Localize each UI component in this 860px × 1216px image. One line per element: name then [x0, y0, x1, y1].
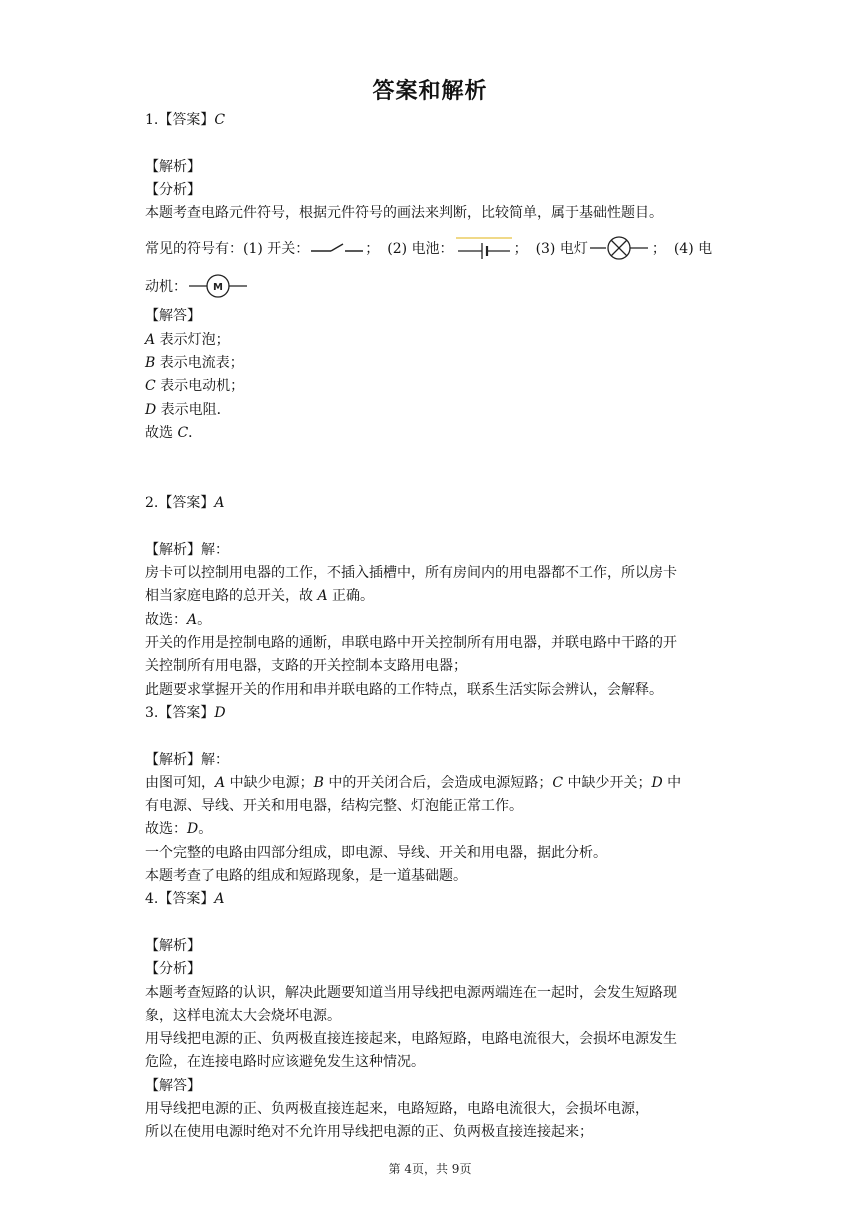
q4-answer-line: 4.【答案】A: [145, 891, 225, 908]
page-footer: 第 4页，共 9页: [388, 1162, 472, 1176]
q2-answer-line: 2.【答案】A: [145, 495, 225, 512]
q2-p3: 开关的作用是控制电路的通断，串联电路中开关控制所有用电器，并联电路中干路的开: [145, 635, 677, 652]
q1-jieda: 【解答】: [145, 308, 201, 325]
q4-p2: 象，这样电流太大会烧坏电源。: [145, 1007, 341, 1024]
q1-fenxi: 【分析】: [145, 181, 201, 198]
q2-p1: 房卡可以控制用电器的工作，不插入插槽中，所有房间内的用电器都不工作，所以房卡: [145, 565, 677, 582]
q1-item-d: D 表示电阻．: [145, 401, 231, 418]
motor-letter: M: [213, 282, 223, 294]
switch-symbol-icon: [309, 238, 365, 258]
q1-item-b: B 表示电流表；: [145, 355, 244, 372]
q4-p6: 所以在使用电源时绝对不允许用导线把电源的正、负两极直接连接起来；: [145, 1124, 593, 1141]
q2-p2: 相当家庭电路的总开关，故 A 正确。: [145, 588, 375, 605]
document-body: [145, 109, 725, 1145]
motor-symbol-icon: [187, 272, 249, 300]
q2-jiexi: 【解析】解：: [145, 541, 229, 558]
battery-symbol-icon: [454, 236, 514, 260]
q3-p1: 由图可知，A 中缺少电源；B 中的开关闭合后，会造成电源短路；C 中缺少开关；D 中: [145, 774, 682, 791]
q1-item-a: A 表示灯泡；: [145, 331, 230, 348]
q4-p1: 本题考查短路的认识，解决此题要知道当用导线把电源两端连在一起时，会发生短路现: [145, 984, 677, 1001]
q3-p3: 一个完整的电路由四部分组成，即电源、导线、开关和用电器，据此分析。: [145, 844, 607, 861]
q1-symbols-row: 常见的符号有： (1) 开关： ； (2) 电池： ； (3) 电灯 ； (4) 电: [145, 233, 725, 263]
q1-analysis: 本题考查电路元件符号，根据元件符号的画法来判断，比较简单，属于基础性题目。: [145, 205, 663, 222]
q4-jiexi: 【解析】: [145, 937, 201, 954]
q1-motor-row: 动机： M: [145, 271, 725, 301]
q4-p5: 用导线把电源的正、负两极直接连起来，电路短路，电路电流很大，会损坏电源，: [145, 1100, 649, 1117]
lamp-symbol-icon: [588, 235, 652, 261]
q3-choose: 故选：D。: [145, 821, 213, 838]
page-title: 答案和解析: [372, 79, 488, 104]
q2-p4: 关控制所有用电器，支路的开关控制本支路用电器；: [145, 658, 467, 675]
q1-item-c: C 表示电动机；: [145, 378, 245, 395]
q3-answer-line: 3.【答案】D: [145, 704, 226, 721]
q1-choose: 故选 C．: [145, 424, 203, 441]
q1-jiexi: 【解析】: [145, 158, 201, 175]
q3-jiexi: 【解析】解：: [145, 751, 229, 768]
q2-p5: 此题要求掌握开关的作用和串并联电路的工作特点，联系生活实际会辨认，会解释。: [145, 681, 663, 698]
q1-answer-line: 1.【答案】C: [145, 112, 226, 128]
q4-jieda: 【解答】: [145, 1077, 201, 1094]
q4-fenxi: 【分析】: [145, 961, 201, 978]
q4-p3: 用导线把电源的正、负两极直接连接起来，电路短路，电路电流很大，会损坏电源发生: [145, 1031, 677, 1048]
q4-p4: 危险，在连接电路时应该避免发生这种情况。: [145, 1054, 425, 1071]
q3-p2: 有电源、导线、开关和用电器，结构完整、灯泡能正常工作。: [145, 798, 523, 815]
q2-choose: 故选：A。: [145, 611, 212, 628]
q3-p4: 本题考查了电路的组成和短路现象，是一道基础题。: [145, 868, 467, 885]
